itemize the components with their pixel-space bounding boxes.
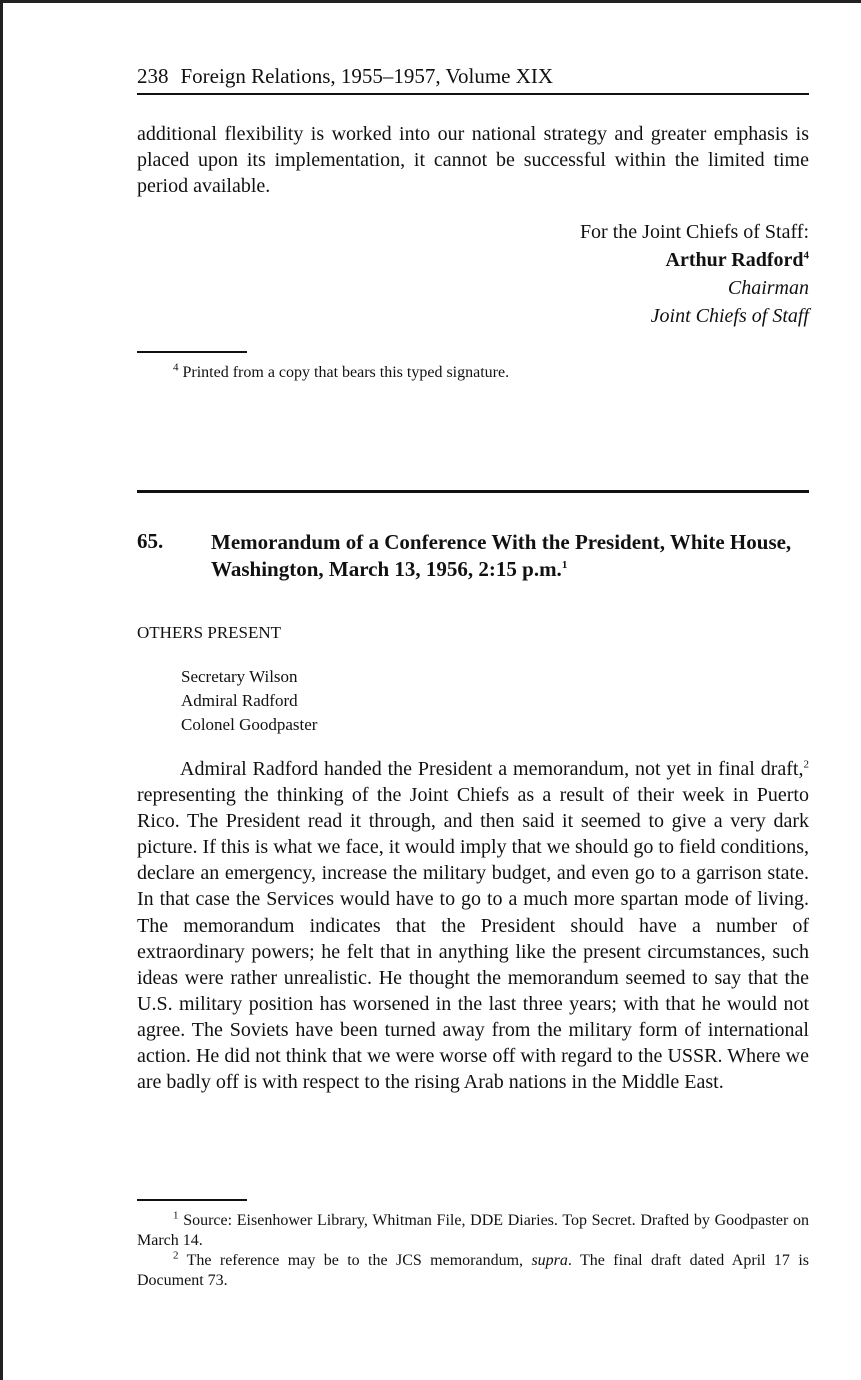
body-paragraph [137, 756, 809, 1095]
footnote-4 [137, 363, 809, 383]
continuation-paragraph: additional flexibility is worked into our national strategy and greater emphasis is placed upon its implementation, it cannot be successful within the limited time period available. [137, 123, 809, 197]
page-number: 238 [137, 64, 169, 88]
document-title [211, 529, 801, 583]
footnote-4-text: Printed from a copy that bears this typed signature. [182, 364, 510, 381]
attendee-item: Colonel Goodpaster [181, 715, 318, 734]
signer-name: Arthur Radford [665, 249, 804, 271]
running-header [137, 64, 809, 89]
body-text-part2: representing the thinking of the Joint Chiefs as a result of their week in Puerto Rico. The President read it through, and then said it seemed to give a very dark picture. If this is what we face, it would imply that we should go to field conditions, declare an emergency, increase the military budget, and even go to a garrison state. In that case the Services would have to go to a much more spartan mode of living. The memorandum indicates that the President should have a number of extraordinary powers; he felt that in anything like the present circumstances, such ideas were rather unrealistic. He thought the memorandum seemed to say that the U.S. military position has worsened in the last three years; with that he would not agree. The Soviets have been turned away from the military form of international action. He did not think that we were worse off with regard to the USSR. Where we are badly off is with respect to the rising Arab nations in the Middle East. [137, 784, 809, 1094]
section-rule [137, 490, 809, 493]
footnote-2-text-after: . The final draft dated April 17 is Document 73. [137, 1252, 809, 1289]
header-rule [137, 93, 809, 95]
signature-title: Chairman [727, 277, 809, 299]
footnote-1 [137, 1211, 809, 1251]
footnote-ref-2: 2 [803, 758, 809, 771]
body-text-part1: Admiral Radford handed the President a memorandum, not yet in final draft, [180, 758, 804, 780]
footnote-2-text-before: The reference may be to the JCS memorandum, [186, 1252, 532, 1269]
others-present-heading: OTHERS PRESENT [137, 623, 282, 642]
footnote-4-marker: 4 [173, 361, 179, 374]
running-title: Foreign Relations, 1955–1957, Volume XIX [180, 64, 554, 88]
scan-top-edge [0, 0, 861, 3]
footnote-ref-4: 4 [803, 249, 809, 262]
attendee-list [181, 665, 317, 737]
attendee-item: Admiral Radford [181, 691, 298, 710]
footnote-2-italic: supra [531, 1252, 568, 1269]
footnote-ref-1: 1 [561, 559, 568, 571]
footnote-2 [137, 1251, 809, 1291]
document-number: 65. [137, 529, 164, 553]
signature-for-line: For the Joint Chiefs of Staff: [579, 221, 809, 243]
attendee-item: Secretary Wilson [181, 667, 298, 686]
footnote-rule [137, 351, 247, 353]
footnote-rule [137, 1199, 247, 1201]
footnote-1-marker: 1 [173, 1209, 179, 1222]
footnote-1-text: Source: Eisenhower Library, Whitman File, DDE Diaries. Top Secret. Drafted by Goodpaster on March 14. [137, 1212, 810, 1249]
footnote-2-marker: 2 [173, 1249, 179, 1262]
signature-name [666, 246, 809, 274]
scan-left-edge [0, 0, 3, 1380]
signature-organization: Joint Chiefs of Staff [650, 305, 809, 327]
document-title-text: Memorandum of a Conference With the President, White House, Washington, March 13, 1956, 2:15 p.m. [211, 530, 792, 581]
